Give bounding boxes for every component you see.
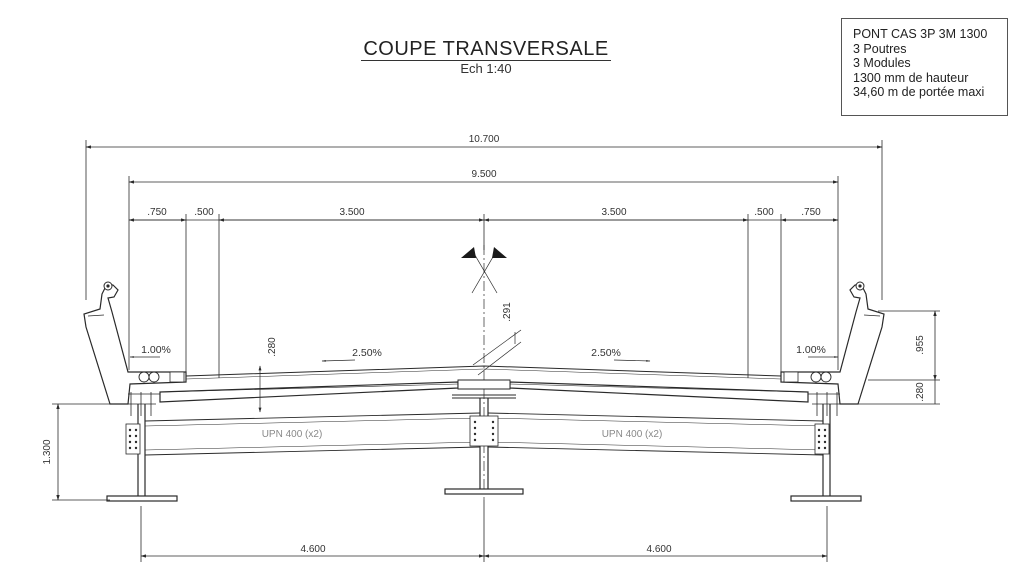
label-left-lane: 3.500: [339, 207, 365, 218]
label-left-crossbeam: UPN 400 (x2): [261, 429, 323, 440]
label-total-width: 10.700: [468, 134, 500, 145]
label-girder-height: 1.300: [42, 439, 53, 465]
label-slab-thickness: .280: [267, 337, 278, 357]
left-flag-icon: [461, 247, 476, 258]
label-left-curb: .750: [147, 207, 167, 218]
centerline-axis: [472, 245, 497, 500]
label-right-margin: .500: [754, 207, 774, 218]
drawing-title: COUPE TRANSVERSALE: [363, 38, 609, 60]
info-line-height: 1300 mm de hauteur: [853, 70, 969, 85]
label-right-lane: 3.500: [601, 207, 627, 218]
right-flag-icon: [492, 247, 507, 258]
label-left-span: 4.600: [300, 544, 326, 555]
label-deck-width: 9.500: [471, 169, 497, 180]
label-railing-height: .955: [915, 335, 926, 355]
drawing-scale: Ech 1:40: [460, 61, 512, 76]
left-barrier: [84, 282, 186, 404]
dim-lane-chain: [129, 214, 838, 378]
label-slope-right-sidewalk: 1.00%: [796, 344, 826, 356]
left-girder: [107, 404, 177, 501]
label-crown-height: .291: [502, 302, 513, 322]
info-line-girders: 3 Poutres: [853, 41, 907, 56]
label-edge-thickness: .280: [915, 382, 926, 402]
label-right-curb: .750: [801, 207, 821, 218]
info-line-modules: 3 Modules: [853, 56, 911, 70]
label-slope-right-deck: 2.50%: [591, 347, 621, 359]
info-line-span: 34,60 m de portée maxi: [853, 85, 985, 99]
label-right-span: 4.600: [646, 544, 672, 555]
label-slope-left-sidewalk: 1.00%: [141, 344, 171, 356]
right-barrier: [781, 282, 884, 404]
dim-crown-height: [473, 330, 521, 375]
dim-bottom-spans: [141, 500, 827, 562]
dim-girder-height: [52, 404, 112, 500]
info-line-model: PONT CAS 3P 3M 1300: [853, 27, 988, 41]
label-right-crossbeam: UPN 400 (x2): [601, 429, 663, 440]
label-slope-left-deck: 2.50%: [352, 347, 382, 359]
label-left-margin: .500: [194, 207, 214, 218]
gusset-plates: [126, 416, 829, 454]
